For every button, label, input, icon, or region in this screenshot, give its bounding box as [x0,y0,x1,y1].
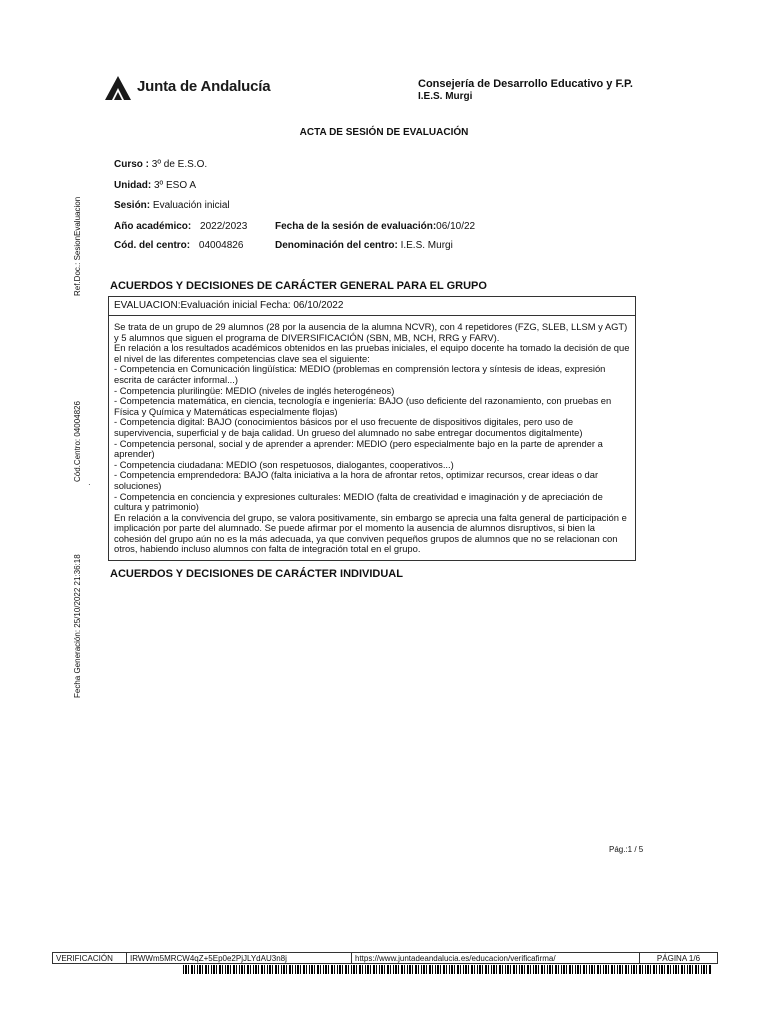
sesion-value: Evaluación inicial [152,200,230,211]
general-agreements-box [108,315,636,561]
anio-value: 2022/2023 [200,221,248,232]
section-general-title: ACUERDOS Y DECISIONES DE CARÁCTER GENERAL PARA EL GRUPO [110,280,487,292]
paragraph: Se trata de un grupo de 29 alumnos (28 por la ausencia de la alumna NCVR), con 4 repetidores (FZG, SLEB, LLSM y AGT) y 5 alumnos que siguen el programa de DIVERSIFICACIÓN (SBN, MB, NCH, RRG y FARV). [114,321,628,343]
verification-code: IRWWm5MRCW4qZ+5Ep0e2PjJLYdAU3n8j [126,952,352,964]
evaluation-header-box: EVALUACION:Evaluación inicial Fecha: 06/10/2022 [108,296,636,316]
paragraph: - Competencia digital: BAJO (conocimientos básicos por el uso frecuente de dispositivos digitales, pero uso de supervivencia, superficial y de baja calidad. Un grueso del alumnado no sabe entregar documentos digitalmente) [114,416,583,438]
paragraph: - Competencia personal, social y de aprender a aprender: MEDIO (pero especialmente bajo en la parte de aprender a aprender) [114,437,603,460]
organization-name: Consejería de Desarrollo Educativo y F.P. [418,78,633,90]
curso-value: 3º de E.S.O. [151,159,208,170]
fecha-sesion-value: 06/10/22 [436,221,476,232]
field-denominacion [275,240,453,251]
page-number: Pág.:1 / 5 [609,845,644,854]
field-sesion [114,200,230,211]
barcode-icon [183,965,711,974]
paragraph: - Competencia en conciencia y expresiones culturales: MEDIO (falta de creatividad e imaginación y de apreciación de cultura y patrimonio) [114,490,603,513]
paragraph: En relación a los resultados académicos obtenidos en las pruebas iniciales, el equipo docente ha tomado la decisión de que el nivel de las diferentes competencias clave sea el siguiente: [114,342,630,364]
paragraph: - Competencia en Comunicación lingüística: MEDIO (problemas en comprensión lectora y síntesis de ideas, expresión escrita de carácter informal...) [114,363,606,385]
field-anio-academico [114,221,247,232]
field-curso [114,159,207,170]
side-dot: · [88,480,91,489]
denominacion-label: Denominación del centro: [275,240,398,251]
anio-label: Año académico: [114,221,192,232]
unidad-label: Unidad: [114,180,152,191]
paragraph: - Competencia emprendedora: BAJO (falta iniciativa a la hora de afrontar retos, optimizar recursos, crear ideas o dar soluciones) [114,469,599,491]
denominacion-value: I.E.S. Murgi [400,240,453,251]
side-ref-doc: Ref.Doc.: SesionEvaluacion [73,196,82,296]
verification-label: VERIFICACIÓN [52,952,127,964]
side-fecha-generacion: Fecha Generación: 25/10/2022 21:36:18 [73,554,82,698]
page-of-total: PÁGINA 1/6 [639,952,718,964]
paragraph: En relación a la convivencia del grupo, se valora positivamente, sin embargo se aprecia una falta general de participación e implicación por parte del alumnado. Se puede afirmar por el momento la ausencia de alumnos disruptivos, si bien la cohesión del grupo aún no es la más adecuada, ya que conviven pequeños grupos de alumnos que no se relacionan con otros, habiendo incluso alumnos con falta de integración total en el grupo. [114,511,627,555]
unidad-value: 3º ESO A [154,180,197,191]
logo-text: Junta de Andalucía [137,78,271,95]
school-name: I.E.S. Murgi [418,91,473,102]
section-individual-title: ACUERDOS Y DECISIONES DE CARÁCTER INDIVIDUAL [110,568,403,580]
junta-andalucia-logo-icon [105,76,131,100]
verification-footer [52,952,718,964]
paragraph: - Competencia ciudadana: MEDIO (son respetuosos, dialogantes, cooperativos...) [114,458,454,470]
paragraph: - Competencia matemática, en ciencia, tecnología e ingeniería: BAJO (uso deficiente del razonamiento, con pruebas en Física y Química y Matemáticas especialmente flojas) [114,395,612,417]
centro-label: Cód. del centro: [114,240,191,251]
field-cod-centro [114,240,243,251]
verification-url[interactable]: https://www.juntadeandalucia.es/educacion/verificafirma/ [351,952,640,964]
centro-value: 04004826 [198,240,244,251]
curso-label: Curso : [114,159,149,170]
field-fecha-sesion [275,221,475,232]
sesion-label: Sesión: [114,200,151,211]
side-cod-centro: Cód.Centro: 04004826 [73,401,82,482]
document-title: ACTA DE SESIÓN DE EVALUACIÓN [299,127,469,138]
fecha-sesion-label: Fecha de la sesión de evaluación: [275,221,437,232]
field-unidad [114,180,196,191]
paragraph: - Competencia plurilingüe: MEDIO (niveles de inglés heterogéneos) [114,384,395,396]
